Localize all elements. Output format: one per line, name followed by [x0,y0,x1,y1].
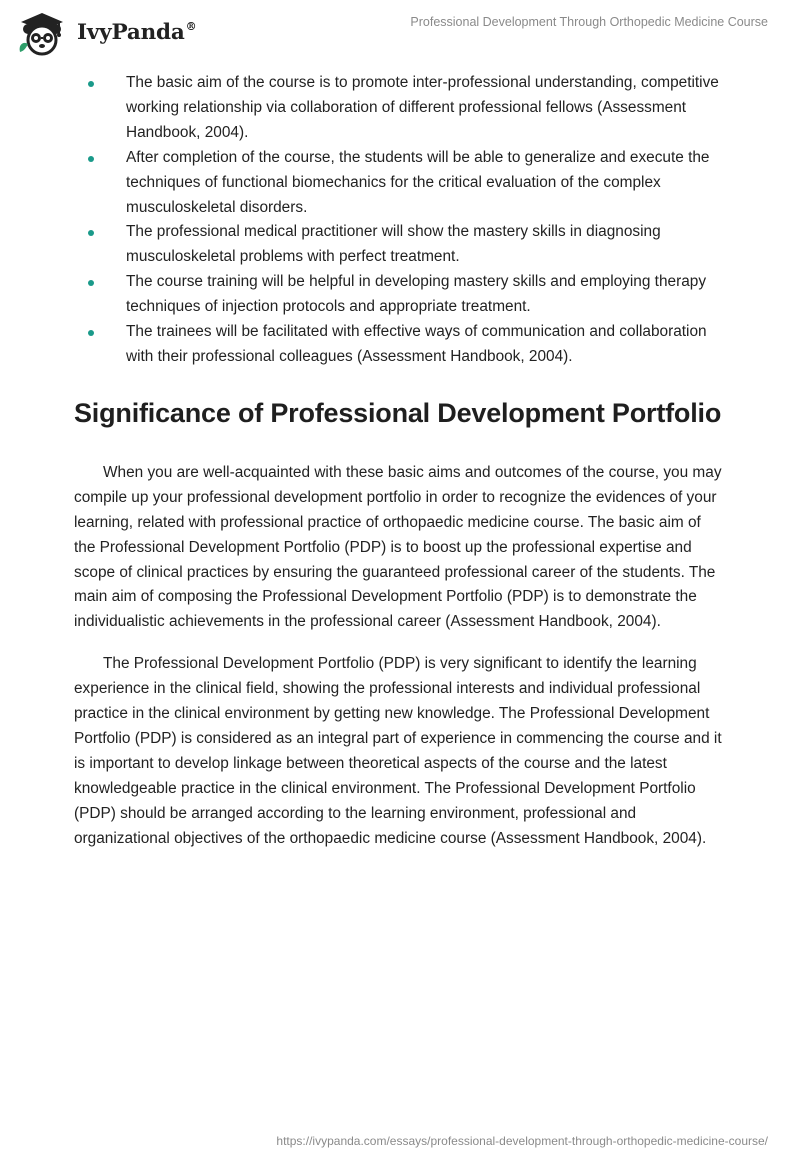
list-item [74,146,726,221]
source-url[interactable]: https://ivypanda.com/essays/professional-development-through-orthopedic-medicine-course/ [276,1134,768,1148]
aims-list [74,71,726,370]
list-item-text: The course training will be helpful in developing mastery skills and employing therapy techniques of injection protocols and appropriate treatment. [126,273,707,316]
section-heading: Significance of Professional Development Portfolio [74,397,722,428]
page-header [0,0,800,62]
bullet-icon [88,81,94,87]
list-item-text: After completion of the course, the students will be able to generalize and execute the techniques of functional biomechanics for the critical evaluation of the complex musculoskeletal disorders. [126,148,710,216]
list-item [74,320,726,370]
list-item [74,270,726,320]
essay-content [74,71,726,851]
list-item-text: The trainees will be facilitated with effective ways of communication and collaboration with their professional colleagues (Assessment Handbook, 2004). [126,323,707,365]
bullet-icon [88,330,94,336]
ivypanda-logo[interactable] [14,8,224,56]
panda-icon [14,8,72,56]
list-item [74,220,726,270]
registered-mark: ® [185,20,197,33]
list-item [74,71,726,146]
bullet-icon [88,156,94,162]
document-title: Professional Development Through Orthopedic Medicine Course [410,15,768,29]
brand-name: IvyPanda [77,20,185,45]
body-paragraph: When you are well-acquainted with these basic aims and outcomes of the course, you may compile up your professional development portfolio in order to recognize the evidences of your learning, related with professional practice of orthopaedic medicine course. The basic aim of the Professional Development Portfolio (PDP) is to boost up the professional expertise and scope of clinical practices by ensuring the guaranteed professional career of the students. The main aim of composing the Professional Development Portfolio (PDP) is to demonstrate the individualistic achievements in the professional career (Assessment Handbook, 2004). [74,463,722,631]
list-item-text: The professional medical practitioner will show the mastery skills in diagnosing musculoskeletal problems with perfect treatment. [126,223,661,266]
body-paragraph: The Professional Development Portfolio (PDP) is very significant to identify the learning experience in the clinical field, showing the professional interests and individual professional practice in the clinical environment by getting new knowledge. The Professional Development Portfolio (PDP) is considered as an integral part of experience in commencing the course and it is important to develop linkage between theoretical aspects of the course and the latest knowledgeable practice in the clinical environment. The Professional Development Portfolio (PDP) should be arranged according to the learning environment, professional and organizational objectives of the orthopaedic medicine course (Assessment Handbook, 2004). [74,655,722,847]
bullet-icon [88,280,94,286]
list-item-text: The basic aim of the course is to promote inter-professional understanding, competitive working relationship via collaboration of different professional fellows (Assessment Handbook, 2004). [126,74,719,141]
bullet-icon [88,230,94,236]
